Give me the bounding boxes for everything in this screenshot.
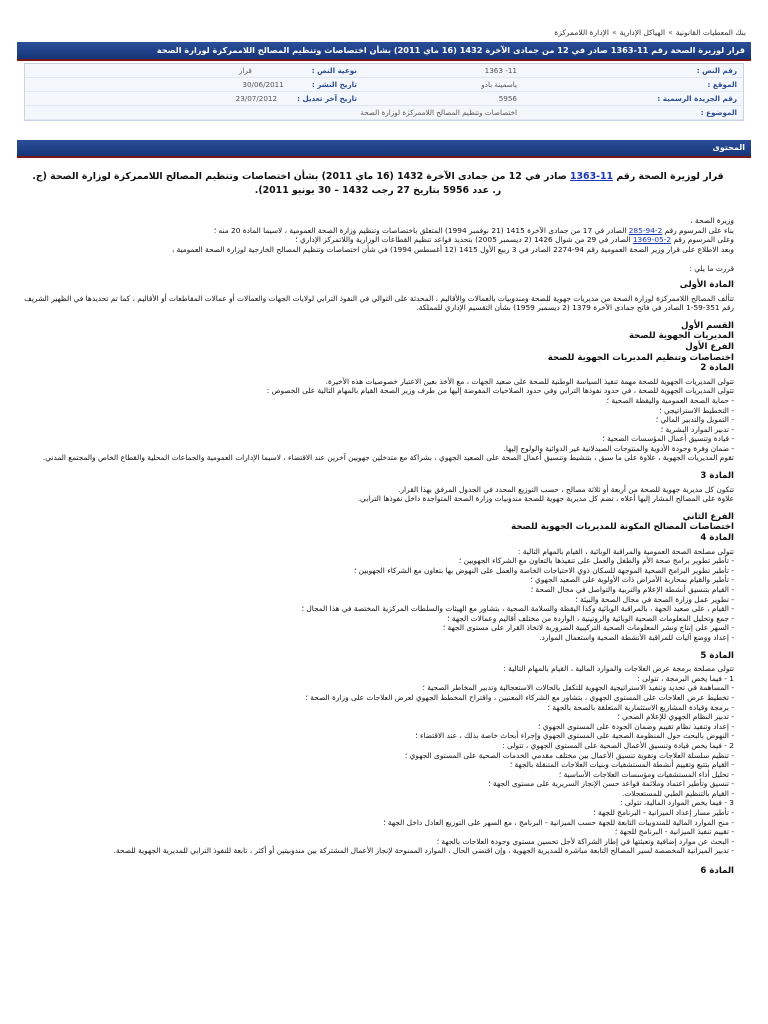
meta-text-type (25, 64, 363, 78)
meta-value-subject: اختصاصات وتنظيم المصالح اللاممركزة لوزارة الصحة (25, 106, 523, 120)
branch-2-subheading: اختصاصات المصالح المكونة للمديريات الجهوية للصحة (511, 522, 734, 533)
meta-publish-date (25, 78, 363, 92)
breadcrumb-item-decentralized-admin[interactable]: الإدارة اللاممركزة (554, 28, 609, 37)
article-3-title: المادة 3 (700, 471, 734, 482)
article-line: - القيام بتنسيق أنشطة الإعلام والتربية والتواصل في مجال الصحة ؛ (530, 585, 734, 594)
article-line: - تدبير الموارد البشرية ؛ (660, 424, 734, 434)
preamble-text: وعلى المرسوم رقم (671, 235, 734, 245)
article-line: - المساهمة في تحديد وتنفيذ الاستراتيجية الجهوية للتكفل بالحالات الاستعجالية وتدبير المخاطر الصحية ؛ (422, 683, 734, 693)
article-line: تتولى المديريات الجهوية للصحة مهمة تنفيذ السياسة الوطنية للصحة على صعيد الجهات ، مع الأخذ بعين الاعتبار خصوصيات هذه الأخيرة. (325, 376, 734, 386)
breadcrumb-separator: » (611, 28, 617, 37)
meta-value-publish-date: 30/06/2011 (242, 80, 284, 89)
article-4-body (22, 547, 734, 643)
meta-label-last-modified: تاريخ آخر تعديل : (297, 94, 357, 103)
branch-1-subheading: اختصاصات وتنظيم المديريات الجهوية للصحة (547, 352, 734, 363)
article-line: - ضمان وفرة وجودة الأدوية والمنتوجات الصيدلانية غير الدوائية والولوج إليها. (503, 443, 734, 453)
preamble-line: وبعد الاطلاع على قرار وزير الصحة العمومية رقم 94-2274 الصادر في 3 ربيع الأول 1415 (12 أغسطس 1994) في شأن اختصاصات وتنظيم المصالح الخارجية لوزارة الصحة العمومية ، (171, 244, 734, 254)
meta-label-text-type: نوعية النص : (311, 66, 357, 75)
article-line: - تحليل أداء المستشفيات ومؤسسات العلاجات الأساسية ؛ (558, 769, 734, 779)
article-line: - حماية الصحة العمومية واليقظة الصحية ؛ (606, 395, 734, 405)
document-content (22, 166, 734, 880)
preamble-line (22, 226, 734, 236)
article-line: - تدبير النظام الجهوي للإعلام الصحي ؛ (617, 712, 734, 722)
article-line: - السهر على إنتاج ونشر المعلومات الصحية التركيبية الضرورية لاتخاذ القرار على مستوى الجهة ؛ (442, 623, 734, 633)
meta-label-text-number: رقم النص : (523, 64, 743, 78)
decided-line: قررت ما يلي : (689, 264, 734, 274)
article-line: تتولى مصلحة الصحة العمومية والمراقبة الوبائية ، القيام بالمهام التالية : (517, 546, 734, 556)
meta-label-subject: الموضوع : (523, 106, 743, 120)
breadcrumb-separator: » (668, 28, 673, 37)
page-title-bar: قرار لوزيرة الصحة رقم 11-1363 صادر في 12 من جمادى الآخرة 1432 (16 ماي 2011) بشأن اختصاصات وتنظيم المصالح اللاممركزة لوزارة الصحة (17, 42, 751, 61)
article-1-title: المادة الأولى (679, 279, 734, 290)
article-line: - تدبير الميزانية المخصصة لسير المصالح التابعة مباشرة للمديرية الجهوية ، وإن اقتضى الحال ، الموارد الممنوحة لإنجاز الأعمال المشتركة بين مندوبيتين أو أكثر ، تابعة للنفوذ الترابي للمديرية الجهوية للصحة. (113, 846, 734, 856)
article-line: - البحث عن موارد إضافية وتعبئتها في إطار الشراكة لأجل تحسين مستوى وجودة العلاجات بالجهة ؛ (436, 836, 734, 846)
article-line: - إعداد ووضع آليات للمراقبة الأنشطة الصحية واستعمال الموارد. (539, 632, 734, 642)
branch-2-heading: الفرع الثاني (682, 511, 734, 522)
preamble-line: وزيرة الصحة ، (690, 216, 734, 225)
article-1-text: تتألف المصالح اللاممركزة لوزارة الصحة من مديريات جهوية للصحة ومندوبيات بالعمالات والأقاليم ، المحدثة على التوالي في النفوذ الترابي لولايات الجهات والعمالات أو عمالات المقاطعات أو الأقاليم ، كما تم تحديدها في الظهير الشريف رقم 351-59-1 الصادر في فاتح جمادى الآخرة 1379 (2 ديسمبر 1959) بشأن التقسيم الإداري للمملكة. (24, 293, 734, 313)
document-title-prefix: قرار لوزيرة الصحة رقم (613, 171, 724, 182)
breadcrumb-item-legal-database[interactable]: بنك المعطيات القانونية (675, 28, 746, 37)
article-line: تتكون كل مديرية جهوية للصحة من أربعة أو ثلاثة مصالح ، حسب التوزيع المحدد في الجدول المرفق بهذا القرار. (398, 484, 734, 494)
document-title (32, 170, 724, 198)
text-metadata-table (24, 63, 744, 121)
branch-1-heading: الفرع الأول (685, 341, 734, 352)
decree-2-05-1369-link[interactable]: 2-05-1369 (632, 235, 672, 245)
meta-label-publish-date: تاريخ النشر : (311, 80, 357, 89)
preamble-text: بناء على المرسوم رقم (662, 225, 734, 235)
breadcrumb (22, 28, 746, 37)
article-line: - القيام بالتنظيم الطبي للمستعجلات. (621, 788, 734, 798)
preamble-text: الصادر في 17 من جمادى الآخرة 1415 (21 نوفمبر 1994) المتعلق باختصاصات وتنظيم وزارة الصحة العمومية ، لاسيما المادة 20 منه ؛ (213, 225, 629, 235)
article-line: - القيام ، على صعيد الجهة ، بالمراقبة الوبائية وكذا اليقظة والسلامة الصحية ، بتشاور مع الهيئات والسلطات المركزية المختصة في هذا المجال ؛ (301, 604, 734, 614)
document-title-suffix: صادر في 12 من جمادى الآخرة 1432 (16 ماي 2011) بشأن اختصاصات وتنظيم المصالح اللاممركزة لوزارة الصحة (ج. ر. عدد 5956 بتاريخ 27 رجب 1432 – 30 يونيو 2011). (32, 171, 571, 196)
meta-last-modified (25, 92, 363, 106)
article-line: - تنظيم سلسلة العلاجات وتقوية تنسيق الأعمال بين مختلف مقدمي الخدمات الصحية على المستوى الجهوي ؛ (404, 750, 734, 760)
article-6-title: المادة 6 (700, 866, 734, 877)
article-line: - التمويل والتدبير المالي ؛ (655, 415, 734, 425)
article-line: - تطوير عمل وزارة الصحة في مجال الصحة والبيئة ؛ (575, 594, 734, 604)
meta-value-gazette-number: 5956 (363, 92, 523, 106)
article-line: تقوم المديريات الجهوية ، علاوة على ما سبق ، بتنشيط وتنسيق أعمال الصحة على الصعيد الجهوي ، بشراكة مع متدخلين جهويين آخرين عند الاقتضاء ، لاسيما الإدارات العمومية والجماعات المحلية والقطاع الخاص والمجتمع المدني. (42, 453, 734, 463)
decree-2-94-285-link[interactable]: 2-94-285 (628, 225, 663, 235)
article-line: - إعداد وتنفيذ نظام تقييم وضمان الجودة على المستوى الجهوي ؛ (538, 721, 734, 731)
article-line: 1 - فيما يخص البرمجة ، تتولى : (637, 673, 734, 683)
part-1-subheading: المديريات الجهوية للصحة (628, 331, 734, 342)
article-line: تتولى مصلحة برمجة عرض العلاجات والموارد المالية ، القيام بالمهام التالية : (503, 664, 734, 674)
article-line: - منح الموارد المالية للمندوبيات التابعة للجهة حسب الميزانية - البرنامج ، مع السهر على التوزيع العادل داخل الجهة ؛ (383, 817, 734, 827)
meta-value-signatory: ياسمينة بادو (363, 78, 523, 92)
meta-value-text-type: قرار (238, 66, 252, 75)
decree-number-link[interactable]: 11-1363 (570, 171, 614, 182)
breadcrumb-item-admin-structures[interactable]: الهياكل الإدارية (619, 28, 666, 37)
article-line: 2 - فيما يخص قيادة وتنسيق الأعمال الصحية على المستوى الجهوي ، تتولى : (502, 740, 734, 750)
article-line: - برمجة وقيادة المشاريع الاستثمارية المتعلقة بالصحة بالجهة ؛ (547, 702, 734, 712)
preamble-line (22, 235, 734, 245)
meta-value-text-number: 11- 1363 (363, 64, 523, 78)
article-line: - تأطير تطوير البرامج الصحية الموجهة للسكان ذوي الاحتياجات الخاصة والعمل على النهوض بها بتعاون مع الشركاء الجهويين ؛ (353, 565, 734, 575)
article-line: علاوة على المصالح المشار إليها أعلاه ، تضم كل مديرية جهوية للصحة مندوبيات وزارة الصحة المتواجدة داخل نفوذها الترابي. (357, 494, 734, 504)
article-line: - جمع وتحليل المعلومات الصحية الوبائية والروتينية ، الواردة من مختلف أقاليم وعمالات الجهة ؛ (447, 613, 734, 623)
meta-value-last-modified: 23/07/2012 (235, 94, 278, 103)
article-line: - تأطير والقيام بمحاربة الأمراض ذات الأولوية على الصعيد الجهوي ؛ (530, 575, 734, 585)
preamble-text: الصادر في 29 من شوال 1426 (2 ديسمبر 2005) بتحديد قواعد تنظيم القطاعات الوزارية واللاتمركز الإداري ؛ (295, 235, 633, 245)
article-line: - تخطيط عرض العلاجات على المستوى الجهوي ، بتشاور مع الشركاء المعنيين ، واقتراح المخطط الجهوي لعرض العلاجات على وزارة الصحة ؛ (305, 692, 734, 702)
article-5-title: المادة 5 (700, 650, 734, 661)
article-line: 3 - فيما يخص الموارد المالية، تتولى : (620, 798, 734, 808)
article-line: تتولى المديريات الجهوية للصحة ، في حدود نفوذها الترابي وفي حدود الصلاحيات المفوضة إليها من طرف وزير الصحة القيام بالمهام التالية على الخصوص : (266, 386, 734, 396)
article-line: - قيادة وتنسيق أعمال المؤسسات الصحية ؛ (602, 434, 734, 444)
article-line: - تنسيق وتأطير اعتماد وملائمة قواعد حسن الإنجاز السريرية على مستوى الجهة ؛ (488, 779, 734, 789)
meta-label-signatory: الموقع : (523, 78, 743, 92)
meta-label-gazette-number: رقم الجريدة الرسمية : (523, 92, 743, 106)
article-3-body (22, 485, 734, 504)
article-line: - تأطير تطوير برامج صحة الأم والطفل والعمل على تنفيذها بالتعاون مع الشركاء الجهويين ؛ (458, 556, 734, 566)
article-5-body (22, 664, 734, 856)
article-line: - تأطير مسار إعداد الميزانية - البرنامج للجهة ؛ (593, 808, 734, 818)
article-4-title: المادة 4 (700, 533, 734, 544)
article-line: - التخطيط الاستراتيجي ؛ (659, 405, 734, 415)
article-line: - تقييم تنفيذ الميزانية - البرنامج للجهة ؛ (614, 827, 734, 837)
part-1-heading: القسم الأول (681, 320, 734, 331)
article-2-body (22, 377, 734, 463)
article-2-title: المادة 2 (700, 363, 734, 374)
article-line: - النهوض بالبحث حول المنظومة الصحية على المستوى الجهوي وإجراء أبحاث خاصة بذلك ، عند الاقتضاء ؛ (415, 731, 734, 741)
article-line: - القيام بتتبع وتقييم أنشطة المستشفيات وبنيات العلاجات المتنقلة بالجهة ؛ (509, 760, 734, 770)
content-section-bar: المحتوى (17, 140, 751, 158)
